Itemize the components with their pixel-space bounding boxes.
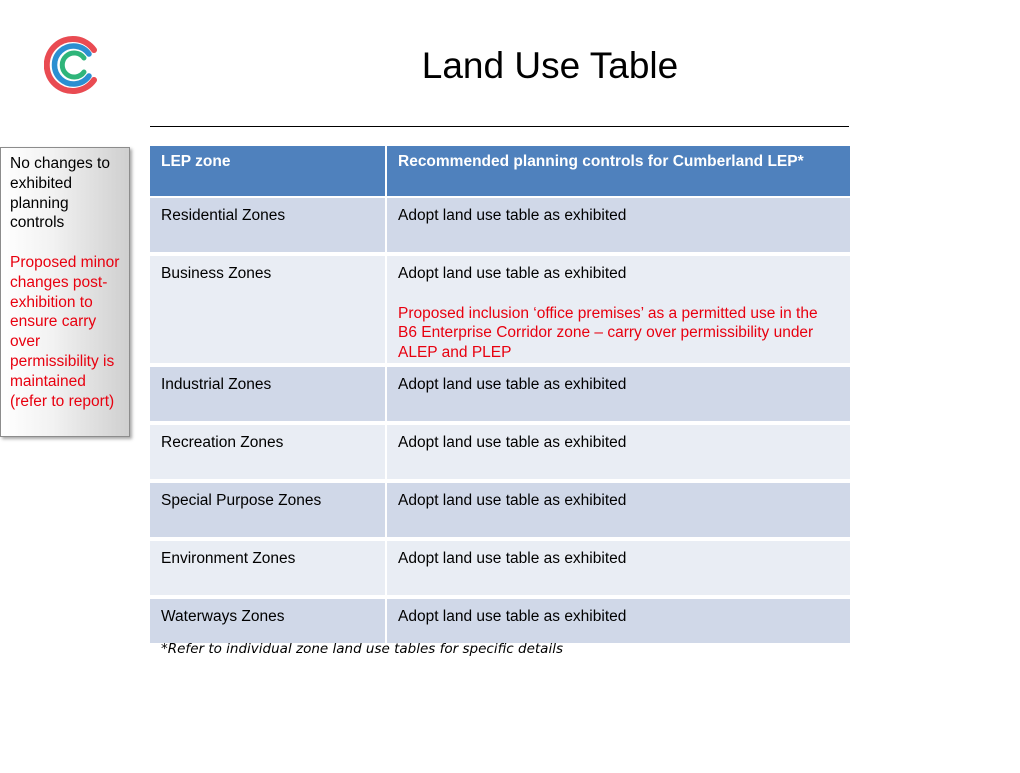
table-row <box>150 367 850 425</box>
table-header-row <box>150 146 850 198</box>
proposed-change-note: Proposed inclusion ‘office premises’ as a permitted use in the B6 Enterprise Corridor zone – carry over permissibility under ALEP and PLEP <box>398 304 818 362</box>
control-cell: Adopt land use table as exhibited <box>387 367 850 421</box>
title-divider <box>150 126 849 127</box>
zone-cell: Business Zones <box>150 256 387 363</box>
control-cell: Adopt land use table as exhibited <box>387 541 850 595</box>
control-cell: Adopt land use table as exhibited <box>387 425 850 479</box>
zone-cell: Special Purpose Zones <box>150 483 387 537</box>
sidebar-note <box>0 147 130 437</box>
cumberland-logo <box>44 32 104 98</box>
column-header-controls: Recommended planning controls for Cumberland LEP* <box>387 146 850 196</box>
zone-cell: Recreation Zones <box>150 425 387 479</box>
zone-cell: Environment Zones <box>150 541 387 595</box>
zone-cell: Industrial Zones <box>150 367 387 421</box>
sidebar-note-unchanged: No changes to exhibited planning controls <box>10 155 110 232</box>
page-title: Land Use Table <box>421 45 679 86</box>
control-cell <box>387 256 850 363</box>
zone-cell: Residential Zones <box>150 198 387 252</box>
column-header-zone: LEP zone <box>150 146 387 196</box>
control-cell: Adopt land use table as exhibited <box>387 483 850 537</box>
control-cell: Adopt land use table as exhibited <box>387 599 850 643</box>
zone-cell: Waterways Zones <box>150 599 387 643</box>
table-row <box>150 256 850 367</box>
table-row <box>150 599 850 645</box>
land-use-table <box>150 146 850 645</box>
control-cell: Adopt land use table as exhibited <box>387 198 850 252</box>
table-row <box>150 541 850 599</box>
table-row <box>150 483 850 541</box>
sidebar-note-proposed: Proposed minor changes post-exhibition to ensure carry over permissibility is maintained (refer to report) <box>10 253 120 410</box>
control-text: Adopt land use table as exhibited <box>398 265 627 282</box>
table-row <box>150 425 850 483</box>
table-footnote: *Refer to individual zone land use tables for specific details <box>161 641 563 657</box>
table-row <box>150 198 850 256</box>
